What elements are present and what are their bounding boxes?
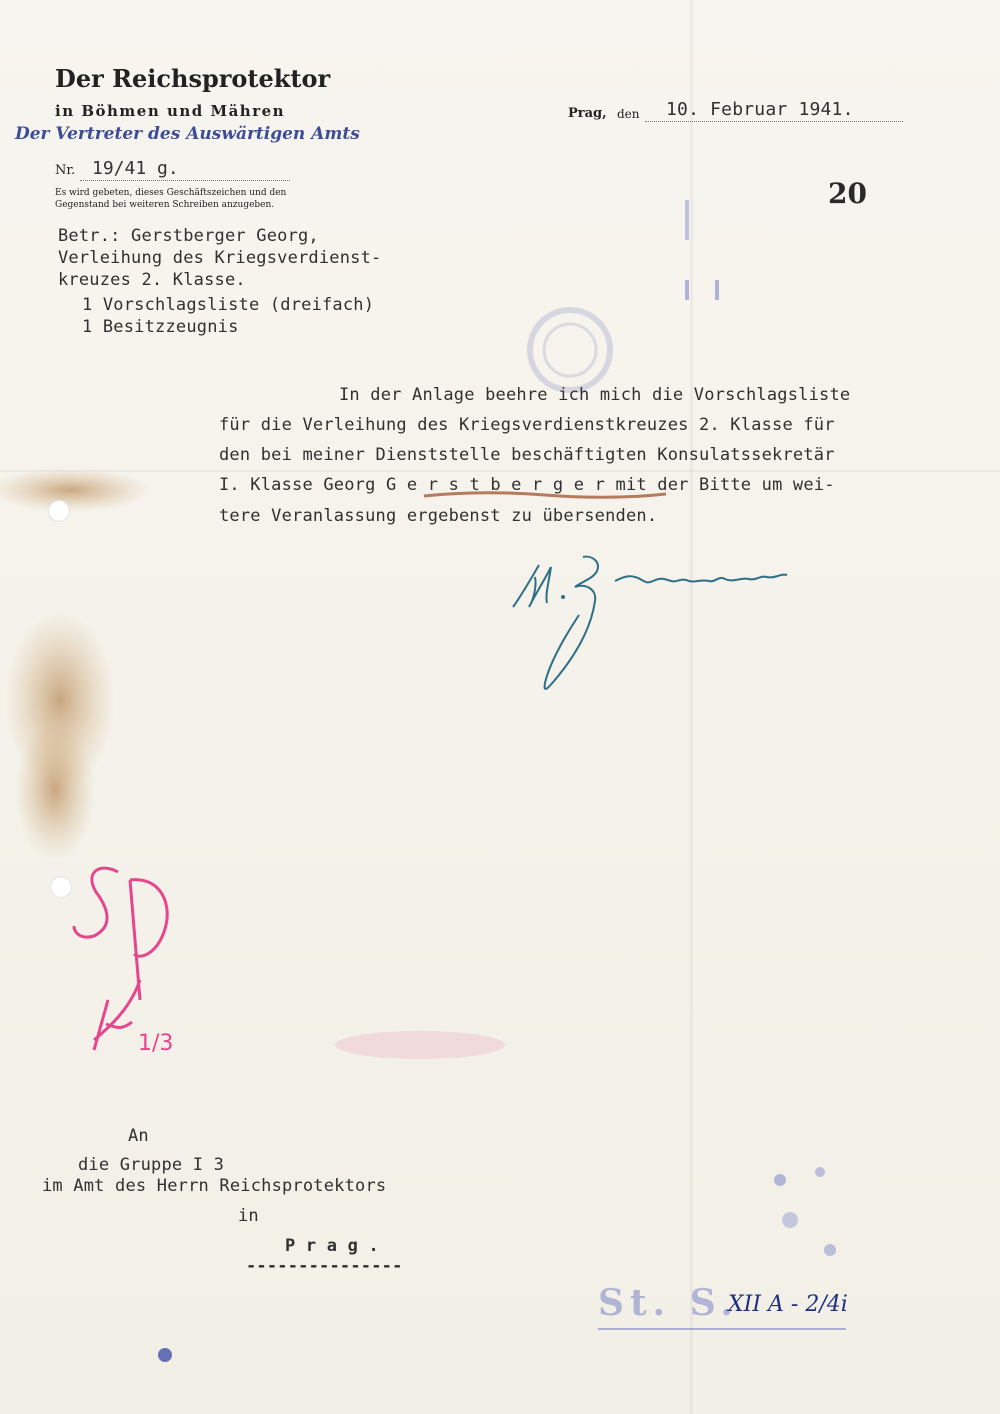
address-line: in — [238, 1206, 259, 1226]
letterhead-subtitle: in Böhmen und Mähren — [55, 102, 286, 120]
reference-number: 19/41 g. — [92, 158, 179, 179]
punch-hole — [48, 500, 70, 522]
faint-blue-marks — [675, 140, 735, 310]
handwritten-signature — [505, 545, 805, 705]
brown-pencil-underline — [420, 488, 670, 502]
reference-note-line: Es wird gebeten, dieses Geschäftszeichen und den — [55, 188, 287, 198]
filing-stamp-text: St. S. — [598, 1282, 739, 1324]
body-line: den bei meiner Dienststelle beschäftigten Konsulatssekretär — [219, 445, 835, 465]
body-line: tere Veranlassung ergebenst zu übersenden. — [219, 506, 658, 526]
letter-date: 10. Februar 1941. — [666, 99, 854, 120]
ink-dot — [158, 1348, 172, 1362]
folio-number: 20 — [828, 177, 867, 210]
address-rule: --------------- — [246, 1256, 403, 1276]
reference-dotted-line — [80, 180, 290, 181]
subject-line: kreuzes 2. Klasse. — [58, 270, 246, 290]
body-line: In der Anlage beehre ich mich die Vorschlagsliste — [339, 385, 851, 405]
address-city: P r a g . — [285, 1236, 379, 1256]
recipient-name: G e r s t b e r g e r — [385, 475, 606, 495]
reference-label: Nr. — [55, 163, 76, 178]
body-line: für die Verleihung des Kriegsverdienstkreuzes 2. Klasse für — [219, 415, 835, 435]
enclosure-item: 1 Vorschlagsliste (dreifach) — [82, 295, 375, 315]
place-label: Prag, — [568, 106, 607, 121]
address-line: An — [128, 1126, 149, 1146]
den-label: den — [617, 107, 640, 121]
address-line: die Gruppe I 3 — [78, 1155, 225, 1175]
pink-date-note: 1/3 — [138, 1031, 174, 1056]
address-line: im Amt des Herrn Reichsprotektors — [42, 1176, 387, 1196]
letterhead-title: Der Reichsprotektor — [55, 64, 331, 93]
enclosure-item: 1 Besitzzeugnis — [82, 317, 239, 337]
filing-reference: XII A - 2/4i — [728, 1292, 848, 1317]
office-stamp: Der Vertreter des Auswärtigen Amts — [15, 124, 360, 144]
body-line-part: I. Klasse Georg — [219, 475, 386, 495]
reference-note-line: Gegenstand bei weiteren Schreiben anzugeben. — [55, 200, 275, 210]
date-dotted-line — [645, 121, 903, 122]
filing-stamp-rule — [598, 1328, 846, 1330]
subject-line: Betr.: Gerstberger Georg, — [58, 226, 319, 246]
pink-initials: SD — [60, 850, 62, 851]
blue-smudge-marks — [720, 1150, 860, 1290]
body-line-part: mit der Bitte um wei- — [605, 475, 835, 495]
faint-pink-mark — [330, 1020, 510, 1070]
subject-line: Verleihung des Kriegsverdienst- — [58, 248, 382, 268]
pink-pencil-annotation — [60, 850, 200, 1090]
